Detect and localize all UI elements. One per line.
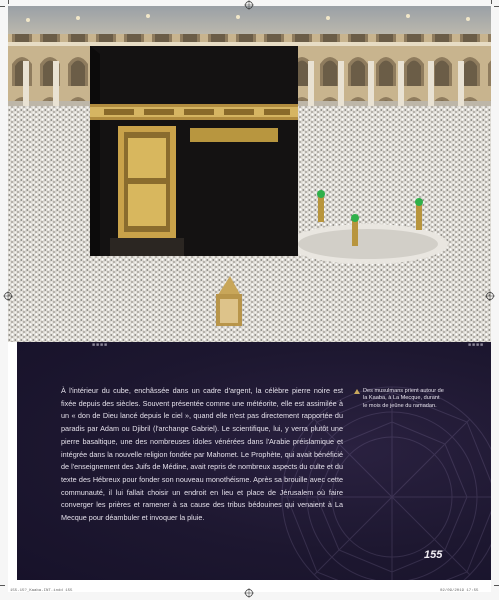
crop-mark [494, 6, 499, 7]
fold-dots: ■■■■ [468, 342, 485, 348]
slug-line-right: 02/09/2019 17:55 [440, 589, 479, 593]
kaaba-photo [8, 6, 491, 342]
crop-mark [0, 585, 5, 586]
caption-arrow-icon [354, 389, 360, 394]
page-number: 155 [424, 549, 443, 561]
registration-mark-icon [244, 0, 254, 10]
registration-mark-icon [485, 291, 495, 301]
crop-mark [0, 6, 5, 7]
fold-dots: ■■■■ [92, 342, 109, 348]
article-body: À l'intérieur du cube, enchâssée dans un cadre d'argent, la célèbre pierre noire est fixée depuis des siècles. Souvent présentée comme une météorite, elle est assimilée à un « don de Dieu lancé depuis le ciel », quand elle n'est pas directement rapportée du paradis par Adam ou Djibril (l'archange Gabriel). Le scientifique, lui, y verra plutôt une pierre basaltique, une des nombreuses idoles vénérées dans l'Arabie préislamique et intégrée dans la nouvelle religion fondée par Mahomet. Le Prophète, qui avait bénéficié de l'enseignement des Juifs de Médine, avait repris de nombreux aspects du culte et du texte des Hébreux pour fonder son nouveau monothéisme. Après sa brouille avec cette communauté, il lui fallait choisir un endroit en lieu et place de Jérusalem où faire converger les prières et ramener à sa cause des tribus bédouines qui venaient à La Mecque pour déambuler et invoquer la pluie. [61, 386, 343, 523]
text-panel [17, 342, 491, 580]
registration-mark-icon [244, 588, 254, 598]
crop-mark [491, 0, 492, 4]
photo-caption: Des musulmans prient autour de la Kaaba, à La Mecque, durant le mois de jeûne du ramadan. [363, 388, 444, 409]
registration-mark-icon [3, 291, 13, 301]
crop-mark [494, 585, 499, 586]
crop-mark [8, 0, 9, 4]
slug-line-left: 155-15?_Kaaba-INT.indd 155 [10, 589, 73, 593]
